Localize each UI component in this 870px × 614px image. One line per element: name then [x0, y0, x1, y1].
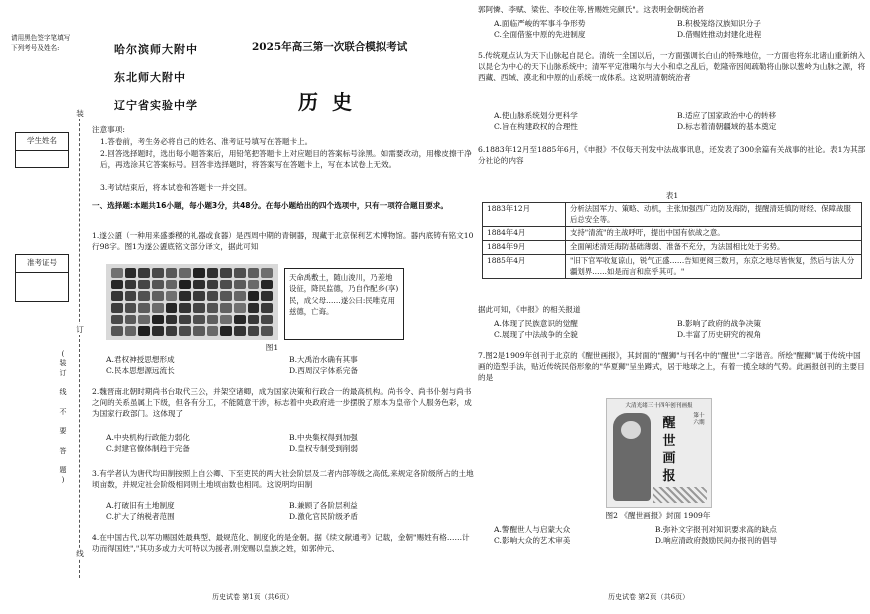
inscription-glyph — [111, 303, 123, 313]
inscription-glyph — [111, 315, 123, 325]
inscription-glyph — [220, 326, 232, 336]
inscription-glyph — [234, 303, 246, 313]
option[interactable]: A.使山脉系统划分更科学 — [494, 111, 578, 120]
magazine-cover-image — [606, 398, 712, 508]
option[interactable]: C.展现了中法战争的全貌 — [494, 330, 578, 339]
question-7-options — [494, 524, 864, 546]
inscription-translation: 天命禹敷土，随山浚川，乃差地设征，降民监德，乃自作配乡(享)民，成父母……遂公曰:民唯克用兹德，亡诲。 — [284, 268, 404, 340]
table-row — [483, 203, 862, 227]
question-1-stem: 1.遂公盨（一种用来盛黍稷的礼器或食器）是西周中期的青铜器，现藏于北京保利艺术博物馆。器内底铸有铭文10行98字。图1为遂公盨底铭文部分译文，据此可知 — [92, 231, 474, 251]
option[interactable]: D.响应清政府鼓励民间办报刊的倡导 — [654, 536, 778, 545]
inscription-glyph — [193, 268, 205, 278]
inscription-glyph — [207, 268, 219, 278]
inscription-glyph — [179, 303, 191, 313]
inscription-glyph — [207, 303, 219, 313]
option[interactable]: B.积极笼络汉族知识分子 — [677, 19, 761, 28]
question-2-options — [106, 432, 466, 454]
question-6-stem: 6.1883年12月至1885年6月，《申报》不仅每天刊发中法战事讯息，还发表了300余篇有关战事的社论。表1为其部分社论的内容 — [478, 145, 866, 165]
inscription-glyph — [220, 268, 232, 278]
inscription-glyph — [207, 280, 219, 290]
inscription-glyph — [220, 315, 232, 325]
inscription-glyph — [193, 315, 205, 325]
inscription-glyph — [111, 291, 123, 301]
inscription-glyph — [193, 326, 205, 336]
subject-title: 历史 — [298, 90, 366, 114]
option[interactable]: C.民本思想源远流长 — [106, 366, 175, 375]
table-cell-date: 1883年12月 — [483, 203, 566, 227]
figure-2-caption: 图2 《醒世画报》封面 1909年 — [605, 511, 711, 520]
inscription-glyph — [193, 280, 205, 290]
no-answer-notice: ( 装 订 线 不 要 答 题 ) — [59, 350, 67, 484]
bind-char: 线 — [73, 548, 87, 559]
inscription-glyph — [179, 291, 191, 301]
inscription-glyph — [207, 326, 219, 336]
option[interactable]: C.全面借鉴中原的先进制度 — [494, 30, 586, 39]
option[interactable]: C.影响大众的艺术审美 — [494, 536, 571, 545]
inscription-glyph — [166, 315, 178, 325]
inscription-glyph — [152, 315, 164, 325]
inscription-glyph — [261, 326, 273, 336]
inscription-glyph — [207, 315, 219, 325]
note-item: 3.考试结束后，将本试卷和答题卡一并交回。 — [100, 183, 252, 192]
lion-figure — [613, 413, 651, 501]
inscription-glyph — [193, 291, 205, 301]
notes-heading: 注意事项: — [92, 125, 125, 134]
inscription-glyph — [248, 303, 260, 313]
inscription-glyph — [207, 291, 219, 301]
inscription-glyph — [138, 303, 150, 313]
option[interactable]: B.适应了国家政治中心的转移 — [677, 111, 777, 120]
question-5-stem: 5.传统观点认为天下山脉起自昆仑。清统一全国以后，一方面强调长白山的特殊地位，一方面也将东北诸山重新纳入以昆仑为中心的天下山脉系统中；清军平定准噶尔与大小和卓之乱后，乾隆帝因阅疏勒将山脉以葱岭为山脉之源，将西藏、西域、漠北和中原的山系统一成体系。这说明清朝统治者 — [478, 51, 866, 82]
inscription-glyph — [125, 303, 137, 313]
option[interactable]: D.西周汉字体系完备 — [289, 366, 358, 375]
table-cell-text: 全面阐述清廷海防基础薄弱、准备不充分，为法国相比处于劣势。 — [566, 241, 862, 255]
question-4-stem-end: 郭阿憐、李赋、梁佐、李咬住等,皆赐姓完颜氏"。这表明金朝统治者 — [478, 5, 705, 14]
inscription-glyph — [138, 268, 150, 278]
student-name-label: 学生姓名 — [27, 136, 57, 145]
table-1-caption: 表1 — [665, 191, 679, 200]
question-7-stem: 7.图2是1909年创刊于北京的《醒世画报》，其封面的"醒狮"与刊名中的"醒世"二字谐音。所绘"醒狮"属于传统中国画的造型手法，贴近传统民俗形象的"华夏狮"呈坐蹲式，居于地球之上，有着一揽全球的气势。此画报创刊的主要目的是 — [478, 351, 865, 382]
inscription-glyph — [125, 326, 137, 336]
inscription-glyph — [220, 303, 232, 313]
bind-char: 订 — [73, 324, 87, 335]
exam-id-label: 准考证号 — [27, 258, 57, 267]
option[interactable]: A.面临严峻的军事斗争形势 — [494, 19, 586, 28]
option[interactable]: A.中央机构行政能力弱化 — [106, 433, 190, 442]
page-footer: 历史试卷 第1页（共6页） — [212, 593, 294, 601]
inscription-glyph — [111, 268, 123, 278]
question-6-options — [494, 318, 854, 340]
option[interactable]: A.警醒世人与启蒙大众 — [494, 525, 571, 534]
inscription-glyph — [234, 280, 246, 290]
page-1 — [92, 0, 476, 614]
page-footer: 历史试卷 第2页（共6页） — [608, 593, 690, 601]
inscription-glyph — [248, 268, 260, 278]
inscription-glyph — [193, 303, 205, 313]
option[interactable]: B.中央集权得到加强 — [289, 433, 358, 442]
bind-char: 装 — [73, 108, 87, 119]
option[interactable]: D.丰富了历史研究的视角 — [677, 330, 762, 339]
inscription-glyph — [138, 326, 150, 336]
inscription-glyph — [166, 326, 178, 336]
inscription-glyph — [152, 326, 164, 336]
note-item: 1.答卷前，考生务必将自己的姓名、准考证号填写在答题卡上。 — [100, 137, 313, 146]
option[interactable]: B.弥补文字报刊对知识要求高的缺点 — [654, 525, 777, 534]
cover-globe-pattern — [653, 487, 707, 503]
figure-1-caption: 图1 — [265, 343, 279, 352]
inscription-glyph — [248, 326, 260, 336]
inscription-glyph — [179, 268, 191, 278]
inscription-glyph — [248, 291, 260, 301]
question-3-options — [106, 500, 466, 522]
inscription-glyph — [234, 268, 246, 278]
inscription-glyph — [166, 280, 178, 290]
option[interactable]: C.扩大了纳税者范围 — [106, 512, 175, 521]
inscription-glyph — [152, 303, 164, 313]
section-heading: 一、选择题:本题共16小题，每小题3分，共48分。在每小题给出的四个选项中，只有一项符合题目要求。 — [92, 201, 448, 210]
option[interactable]: B.影响了政府的战争决策 — [677, 319, 761, 328]
exam-title: 2025年高三第一次联合模拟考试 — [252, 41, 408, 53]
inscription-glyph — [261, 280, 273, 290]
inscription-glyph — [179, 280, 191, 290]
question-2-stem: 2.魏晋南北朝时期尚书台取代三公，并架空诸卿，成为国家决策和行政合一的最高机构。尚书令、尚书仆射与尚书之间的关系虽属上下级，但各有分工，不能随意干涉，标志着中央政府进一步摆脱了原本为皇帝个人服务色彩，成为国家行政部门。这体现了 — [92, 387, 472, 418]
inscription-glyph — [261, 315, 273, 325]
fill-instruction: 请用黑色签字笔填写下列考号及姓名: — [11, 34, 71, 52]
table-cell-text: "旧下官军收复谅山，锐气正盛……告知更阅三数月，东京之地尽皆恢复，然后与法人分疆划界……如是而言和庶乎其可。" — [566, 254, 862, 278]
inscription-glyph — [248, 280, 260, 290]
inscription-glyph — [152, 268, 164, 278]
inscription-glyph — [125, 315, 137, 325]
inscription-glyph — [138, 280, 150, 290]
exam-id-box[interactable] — [15, 254, 69, 302]
school-name: 哈尔滨师大附中 — [114, 43, 198, 56]
question-6-conclusion: 据此可知，《申报》的相关报道 — [478, 305, 581, 314]
inscription-glyph — [166, 303, 178, 313]
binding-line — [73, 108, 91, 578]
inscription-glyph — [166, 291, 178, 301]
bronze-inscription-rubbing — [106, 264, 278, 340]
table-cell-text: 支持"清流"的主战呼吁，提出中国有依战之意。 — [566, 227, 862, 241]
table-cell-date: 1884年4月 — [483, 227, 566, 241]
option[interactable]: B.大禹治水确有其事 — [289, 355, 358, 364]
inscription-glyph — [234, 315, 246, 325]
inscription-glyph — [152, 291, 164, 301]
cover-title: 醒 世 画 报 — [662, 416, 676, 484]
inscription-glyph — [234, 291, 246, 301]
option[interactable]: C.旨在构建政权的合理性 — [494, 122, 578, 131]
option[interactable]: C.封建官僚体制趋于完备 — [106, 444, 190, 453]
inscription-glyph — [179, 326, 191, 336]
inscription-glyph — [234, 326, 246, 336]
inscription-glyph — [138, 291, 150, 301]
cover-header-text: 大清光绪三十四年创刊画报 — [625, 403, 693, 409]
inscription-glyph — [179, 315, 191, 325]
question-3-stem: 3.有学者认为唐代均田制按照上自公卿、下至吏民的两大社会阶层及二者内部等级之高低,来规定各阶级所占的土地顷亩数，并规定社会阶级相同则土地顷亩数也相同。这说明均田制 — [92, 469, 474, 489]
inscription-glyph — [125, 291, 137, 301]
option[interactable]: B.兼顾了各阶层利益 — [289, 501, 358, 510]
table-cell-date: 1884年9月 — [483, 241, 566, 255]
inscription-glyph — [220, 291, 232, 301]
table-1 — [482, 202, 862, 279]
inscription-glyph — [125, 280, 137, 290]
cover-issue: 第十六期 — [693, 413, 705, 427]
inscription-glyph — [111, 280, 123, 290]
inscription-glyph — [248, 315, 260, 325]
option[interactable]: D.借赐姓推动封建化进程 — [677, 30, 762, 39]
inscription-glyph — [152, 280, 164, 290]
option[interactable]: A.君权神授思想形成 — [106, 355, 175, 364]
inscription-glyph — [111, 326, 123, 336]
option[interactable]: D.皇权专制受到削弱 — [289, 444, 358, 453]
question-1-options — [106, 354, 466, 376]
school-name: 辽宁省实验中学 — [114, 99, 198, 112]
option[interactable]: A.体现了民族意识的觉醒 — [494, 319, 578, 328]
table-row — [483, 254, 862, 278]
binding-sidebar — [0, 0, 92, 614]
question-4-stem-start: 4.在中国古代,以军功赐国姓最典型、最规范化、制度化的是金朝。据《续文献通考》记载，金朝"赐姓有格……计功而得国姓","其功多或力大可特以为援者,则宠赐以皇族之姓，如郭仲元、 — [92, 533, 470, 553]
inscription-glyph — [220, 280, 232, 290]
inscription-glyph — [261, 291, 273, 301]
option[interactable]: D.激化官民阶级矛盾 — [289, 512, 358, 521]
note-item: 2.回答选择题时，选出每小题答案后，用铅笔把答题卡上对应题目的答案标号涂黑。如需要改动，用橡皮擦干净后，再选涂其它答案标号。回答非选择题时，将答案写在答题卡上，写在本试卷上无效。 — [100, 149, 472, 169]
table-cell-text: 分析法国军力、策略、动机，主张加强西广边防及海防，提醒清廷慎防财经、保障战服后总安全等。 — [566, 203, 862, 227]
table-row — [483, 227, 862, 241]
question-4-options — [494, 18, 854, 40]
page-2 — [478, 0, 870, 614]
table-row — [483, 241, 862, 255]
inscription-glyph — [125, 268, 137, 278]
inscription-glyph — [261, 303, 273, 313]
option[interactable]: D.标志着清朝疆域的基本奠定 — [677, 122, 777, 131]
school-name: 东北师大附中 — [114, 71, 186, 84]
inscription-glyph — [261, 268, 273, 278]
table-cell-date: 1885年4月 — [483, 254, 566, 278]
option[interactable]: A.打破旧有土地制度 — [106, 501, 175, 510]
student-name-box[interactable] — [15, 132, 69, 168]
inscription-glyph — [138, 315, 150, 325]
inscription-glyph — [166, 268, 178, 278]
question-5-options — [494, 110, 854, 132]
